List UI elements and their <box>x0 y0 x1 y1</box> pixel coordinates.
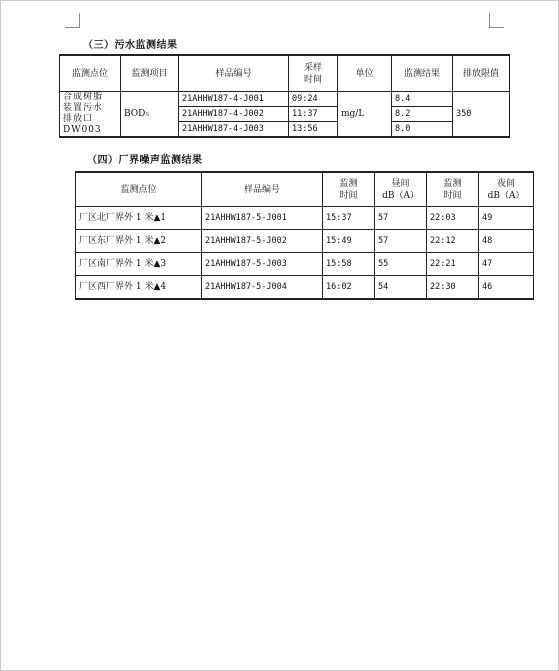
header-cell: 监测点位 <box>76 172 202 207</box>
day-db-cell: 55 <box>375 253 427 276</box>
header-cell: 监测结果 <box>392 55 453 92</box>
monitoring-point-cell: 合成树脂 装置污水 排放口 DW003 <box>60 92 121 138</box>
wastewater-section-title: （三）污水监测结果 <box>83 40 178 51</box>
sample-id-cell: 21AHHW187-5-J003 <box>202 253 323 276</box>
day-time-cell: 15:58 <box>323 253 375 276</box>
header-cell: 监测项目 <box>121 55 179 92</box>
monitoring-point-cell: 厂区南厂界外 1 米▲3 <box>76 253 202 276</box>
table-row <box>76 253 534 276</box>
day-db-cell: 54 <box>375 276 427 300</box>
wastewater-results-table <box>59 54 510 138</box>
night-db-cell: 48 <box>479 230 534 253</box>
night-db-cell: 47 <box>479 253 534 276</box>
sample-id-cell: 21AHHW187-4-J002 <box>179 106 289 121</box>
table-header-row <box>60 55 510 92</box>
result-cell: 8.0 <box>392 121 453 137</box>
monitoring-point-cell: 厂区东厂界外 1 米▲2 <box>76 230 202 253</box>
night-time-cell: 22:30 <box>427 276 479 300</box>
unit-cell: mg/L <box>338 92 392 138</box>
night-db-cell: 46 <box>479 276 534 300</box>
sample-id-cell: 21AHHW187-5-J001 <box>202 207 323 230</box>
header-cell: 单位 <box>338 55 392 92</box>
header-cell: 昼间 dB（A） <box>375 172 427 207</box>
limit-cell: 350 <box>453 92 510 138</box>
sample-id-cell: 21AHHW187-5-J004 <box>202 276 323 300</box>
header-cell: 排放限值 <box>453 55 510 92</box>
night-time-cell: 22:03 <box>427 207 479 230</box>
header-cell: 夜间 dB（A） <box>479 172 534 207</box>
day-db-cell: 57 <box>375 207 427 230</box>
table-header-row <box>76 172 534 207</box>
table-row <box>76 230 534 253</box>
day-time-cell: 15:49 <box>323 230 375 253</box>
sample-id-cell: 21AHHW187-4-J001 <box>179 92 289 107</box>
monitoring-point-cell: 厂区西厂界外 1 米▲4 <box>76 276 202 300</box>
day-time-cell: 16:02 <box>323 276 375 300</box>
crop-mark-top-left <box>65 13 80 28</box>
header-cell: 样品编号 <box>202 172 323 207</box>
monitoring-point-cell: 厂区北厂界外 1 米▲1 <box>76 207 202 230</box>
night-time-cell: 22:21 <box>427 253 479 276</box>
sample-time-cell: 09:24 <box>289 92 338 107</box>
header-cell: 监测 时间 <box>323 172 375 207</box>
day-db-cell: 57 <box>375 230 427 253</box>
table-row <box>60 92 510 107</box>
night-db-cell: 49 <box>479 207 534 230</box>
table-row <box>76 207 534 230</box>
sample-time-cell: 11:37 <box>289 106 338 121</box>
sample-id-cell: 21AHHW187-5-J002 <box>202 230 323 253</box>
sample-id-cell: 21AHHW187-4-J003 <box>179 121 289 137</box>
day-time-cell: 15:37 <box>323 207 375 230</box>
header-cell: 监测点位 <box>60 55 121 92</box>
result-cell: 8.2 <box>392 106 453 121</box>
crop-mark-top-right <box>489 13 504 28</box>
header-cell: 监测 时间 <box>427 172 479 207</box>
table-row <box>76 276 534 300</box>
monitoring-item-cell: BOD₅ <box>121 92 179 138</box>
noise-results-table <box>75 171 534 300</box>
sample-time-cell: 13:56 <box>289 121 338 137</box>
noise-section-title: （四）厂界噪声监测结果 <box>87 155 203 166</box>
result-cell: 8.4 <box>392 92 453 107</box>
night-time-cell: 22:12 <box>427 230 479 253</box>
header-cell: 采样 时间 <box>289 55 338 92</box>
header-cell: 样品编号 <box>179 55 289 92</box>
